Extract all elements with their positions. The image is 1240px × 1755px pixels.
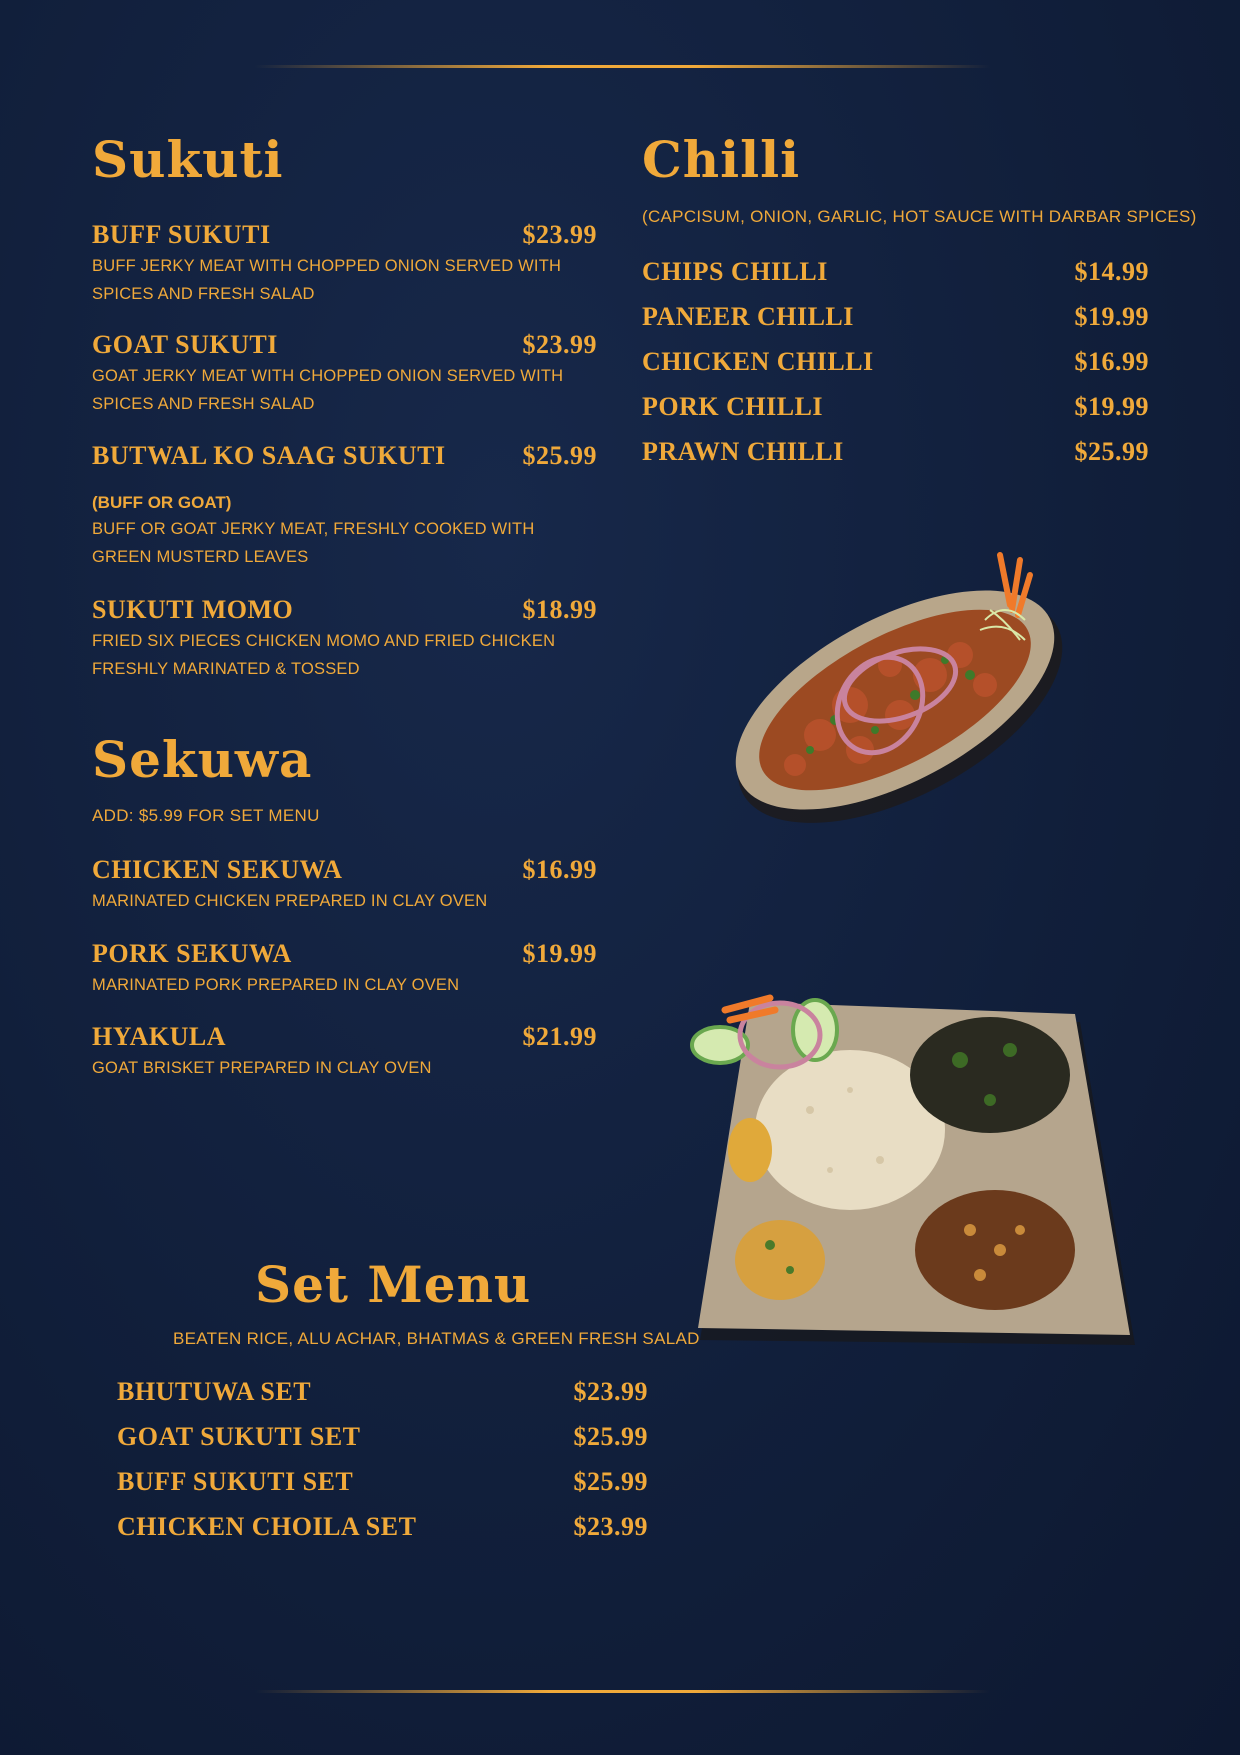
item-price: $23.99: [573, 1377, 648, 1406]
item-price: $25.99: [1074, 437, 1149, 466]
set-menu-note: BEATEN RICE, ALU ACHAR, BHATMAS & GREEN FRESH SALAD: [173, 1329, 700, 1348]
item-price: $23.99: [522, 330, 597, 359]
item-price: $21.99: [522, 1022, 597, 1051]
item-variant-note: (BUFF OR GOAT): [92, 493, 232, 512]
item-name: BUFF SUKUTI: [92, 220, 271, 249]
item-price: $23.99: [573, 1512, 648, 1541]
menu-item-goat-sukuti: [92, 330, 597, 418]
item-description: MARINATED CHICKEN PREPARED IN CLAY OVEN: [92, 892, 488, 910]
item-price: $16.99: [522, 855, 597, 884]
item-price: $25.99: [522, 441, 597, 470]
menu-item-chicken-choila-set: [117, 1512, 648, 1542]
menu-item-bhutuwa-set: [117, 1377, 648, 1407]
chilli-note: (CAPCISUM, ONION, GARLIC, HOT SAUCE WITH DARBAR SPICES): [642, 207, 1197, 226]
set-plate-photo: [690, 990, 1140, 1360]
item-price: $14.99: [1074, 257, 1149, 286]
menu-item-buff-sukuti-set: [117, 1467, 648, 1497]
item-name: BUFF SUKUTI SET: [117, 1467, 354, 1496]
item-price: $18.99: [522, 595, 597, 624]
menu-item-pork-sekuwa: [92, 939, 597, 999]
menu-item-buff-sukuti: [92, 220, 597, 308]
item-description: GOAT JERKY MEAT WITH CHOPPED ONION SERVED WITH SPICES AND FRESH SALAD: [92, 367, 564, 413]
item-description: BUFF OR GOAT JERKY MEAT, FRESHLY COOKED WITH GREEN MUSTERD LEAVES: [92, 520, 535, 566]
item-description: BUFF JERKY MEAT WITH CHOPPED ONION SERVED WITH SPICES AND FRESH SALAD: [92, 257, 562, 303]
menu-item-prawn-chilli: [642, 437, 1149, 467]
item-price: $19.99: [1074, 392, 1149, 421]
item-description: FRIED SIX PIECES CHICKEN MOMO AND FRIED CHICKEN FRESHLY MARINATED & TOSSED: [92, 632, 556, 678]
item-description: GOAT BRISKET PREPARED IN CLAY OVEN: [92, 1059, 432, 1077]
item-name: BUTWAL KO SAAG SUKUTI: [92, 441, 446, 470]
item-name: BHUTUWA SET: [117, 1377, 312, 1406]
item-name: PRAWN CHILLI: [642, 437, 844, 466]
item-name: PORK SEKUWA: [92, 939, 292, 968]
item-name: CHICKEN SEKUWA: [92, 855, 343, 884]
chilli-heading: Chilli: [642, 130, 801, 189]
sukuti-heading: Sukuti: [92, 130, 284, 189]
chilli-dish-photo: [700, 535, 1090, 855]
item-name: PANEER CHILLI: [642, 302, 854, 331]
menu-item-paneer-chilli: [642, 302, 1149, 332]
top-divider: [255, 65, 990, 68]
item-name: SUKUTI MOMO: [92, 595, 294, 624]
menu-item-hyakula: [92, 1022, 597, 1082]
item-price: $23.99: [522, 220, 597, 249]
item-name: CHICKEN CHILLI: [642, 347, 874, 376]
item-name: GOAT SUKUTI SET: [117, 1422, 361, 1451]
item-name: PORK CHILLI: [642, 392, 824, 421]
item-price: $19.99: [1074, 302, 1149, 331]
item-price: $16.99: [1074, 347, 1149, 376]
sekuwa-heading: Sekuwa: [92, 730, 313, 789]
item-name: GOAT SUKUTI: [92, 330, 278, 359]
menu-item-chips-chilli: [642, 257, 1149, 287]
item-price: $25.99: [573, 1467, 648, 1496]
set-menu-heading: Set Menu: [255, 1255, 532, 1314]
menu-item-pork-chilli: [642, 392, 1149, 422]
menu-item-chicken-sekuwa: [92, 855, 597, 915]
bottom-divider: [255, 1690, 990, 1693]
item-name: HYAKULA: [92, 1022, 227, 1051]
menu-item-chicken-chilli: [642, 347, 1149, 377]
menu-item-butwal-ko-saag-sukuti: [92, 441, 597, 571]
item-name: CHICKEN CHOILA SET: [117, 1512, 417, 1541]
sekuwa-note: ADD: $5.99 FOR SET MENU: [92, 806, 320, 825]
item-price: $19.99: [522, 939, 597, 968]
item-name: CHIPS CHILLI: [642, 257, 828, 286]
item-description: MARINATED PORK PREPARED IN CLAY OVEN: [92, 976, 460, 994]
item-price: $25.99: [573, 1422, 648, 1451]
menu-item-goat-sukuti-set: [117, 1422, 648, 1452]
menu-item-sukuti-momo: [92, 595, 597, 683]
